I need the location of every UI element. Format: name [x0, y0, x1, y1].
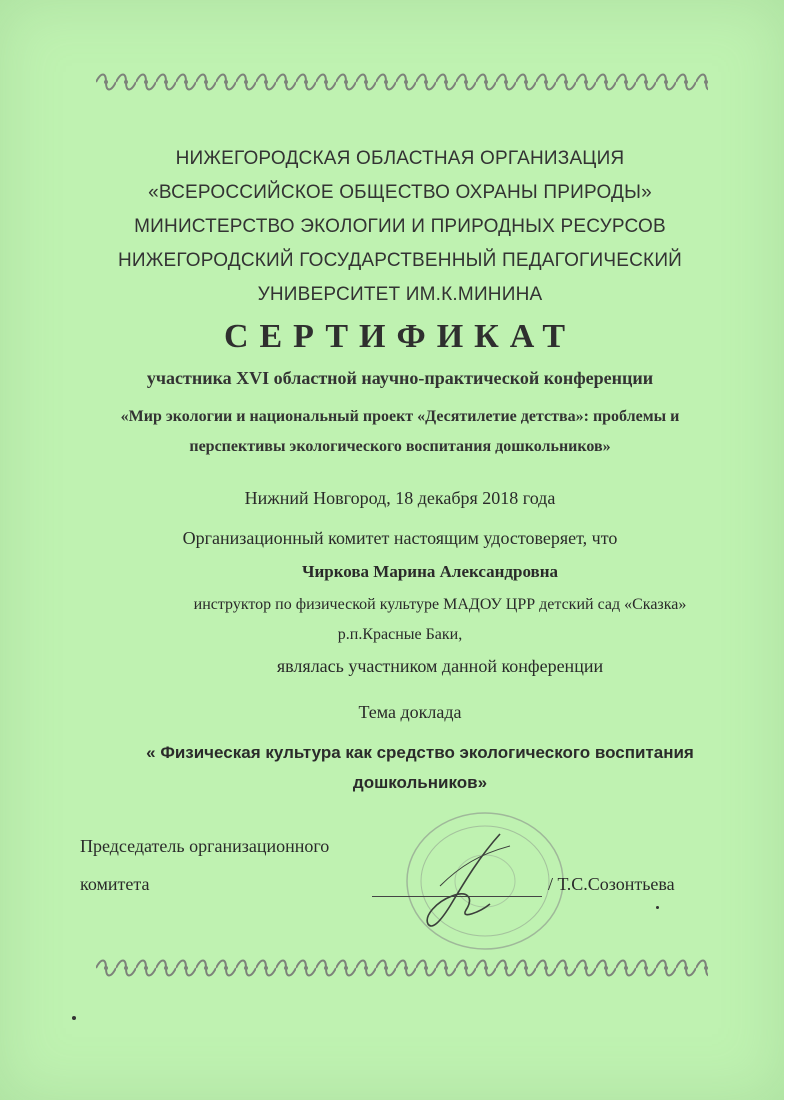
participant-place: р.п.Красные Баки, — [337, 626, 463, 643]
signature — [370, 826, 550, 936]
chair-title-line-1: Председатель организационного — [80, 836, 330, 856]
organization-line-1: НИЖЕГОРОДСКАЯ ОБЛАСТНАЯ ОРГАНИЗАЦИЯ — [175, 148, 625, 169]
participant-name: Чиркова Марина Александровна — [301, 562, 559, 581]
bottom-ornament-border — [96, 958, 708, 978]
speck — [656, 906, 659, 909]
top-ornament-border — [96, 72, 708, 92]
topic-label: Тема доклада — [358, 702, 462, 722]
committee-statement: Организационный комитет настоящим удостоверяет, что — [182, 528, 618, 548]
participation-status: являлась участником данной конференции — [276, 656, 604, 676]
organization-line-3: МИНИСТЕРСТВО ЭКОЛОГИИ И ПРИРОДНЫХ РЕСУРСОВ — [134, 216, 666, 237]
conference-line-2: «Мир экологии и национальный проект «Десятилетие детства»: проблемы и — [120, 408, 680, 425]
speck — [72, 1016, 76, 1020]
organization-line-4: НИЖЕГОРОДСКИЙ ГОСУДАРСТВЕННЫЙ ПЕДАГОГИЧЕСКИЙ — [117, 250, 683, 271]
conference-line-1: участника XVI областной научно-практической конференции — [146, 368, 654, 388]
topic-line-2: дошкольников» — [352, 773, 488, 792]
conference-name — [40, 402, 760, 462]
signature-line — [372, 896, 542, 897]
chair-name: / Т.С.Созонтьева — [548, 874, 675, 894]
certificate-title: СЕРТИФИКАТ — [223, 318, 577, 355]
conference-line-3: перспективы экологического воспитания дошкольников» — [189, 438, 611, 455]
organizations-block — [40, 142, 760, 312]
topic-title — [80, 738, 760, 798]
topic-line-1: « Физическая культура как средство экологического воспитания — [146, 743, 694, 762]
organization-line-5: УНИВЕРСИТЕТ ИМ.К.МИНИНА — [257, 284, 543, 305]
event-date: Нижний Новгород, 18 декабря 2018 года — [244, 488, 556, 508]
chair-title-line-2: комитета — [80, 874, 150, 894]
organization-line-2: «ВСЕРОССИЙСКОЕ ОБЩЕСТВО ОХРАНЫ ПРИРОДЫ» — [148, 182, 652, 203]
participant-position: инструктор по физической культуре МАДОУ ЦРР детский сад «Сказка» — [193, 596, 687, 613]
